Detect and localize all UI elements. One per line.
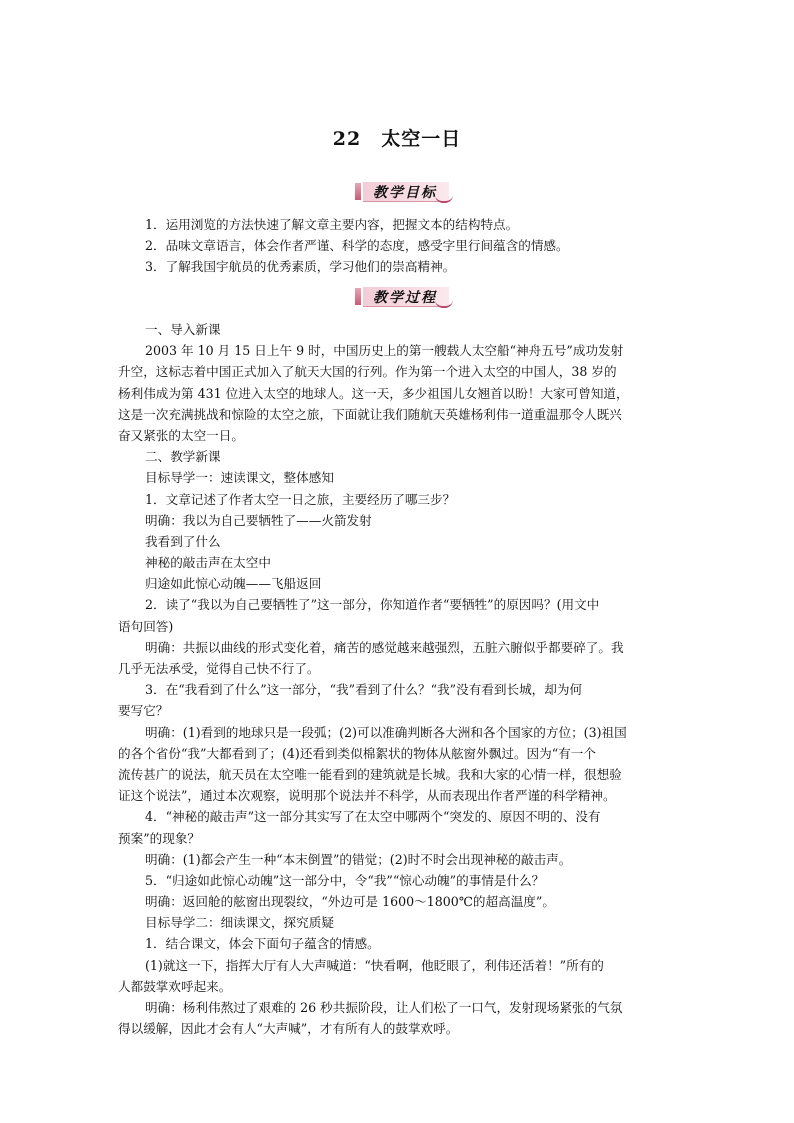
body-line: 要写它？: [118, 703, 169, 719]
body-line: 4．“神秘的敲击声”这一部分其实写了在太空中哪两个“突发的、原因不明的、没有: [145, 809, 601, 825]
body-line: 明确：共振以曲线的形式变化着，痛苦的感觉越来越强烈，五脏六腑似乎都要碎了。我: [145, 639, 624, 655]
objective-item: 2．品味文章语言，体会作者严谨、科学的态度，感受字里行间蕴含的情感。: [145, 238, 569, 254]
banner-accent: [355, 183, 361, 200]
body-line: 奋又紧张的太空一日。: [118, 427, 244, 443]
body-line: 明确：(1)看到的地球只是一段弧；(2)可以准确判断各大洲和各个国家的方位；(3)祖国: [145, 724, 627, 740]
banner-accent: [355, 288, 361, 305]
body-line: 我看到了什么: [145, 533, 221, 549]
body-line: 杨利伟成为第 431 位进入太空的地球人。这一天，多少祖国儿女翘首以盼！大家可曾知道，: [118, 385, 629, 401]
body-line: 3．在“我看到了什么”这一部分，“我”看到了什么？“我”没有看到长城，却为何: [145, 682, 583, 698]
body-line: 得以缓解，因此才会有人“大声喊”，才有所有人的鼓掌欢呼。: [118, 1021, 459, 1037]
objectives-banner: [355, 181, 453, 203]
body-line: 归途如此惊心动魄——飞船返回: [145, 576, 322, 592]
body-line: 2003 年 10 月 15 日上午 9 时，中国历史上的第一艘载人太空船“神舟五号”成功发射: [145, 343, 624, 359]
process-heading: 教学过程: [373, 290, 437, 306]
body-line: 几乎无法承受，觉得自己快不行了。: [118, 661, 320, 676]
body-line: 人都鼓掌欢呼起来。: [118, 978, 232, 994]
body-line: 明确：返回舱的舷窗出现裂纹，“外边可是 1600～1800℃的超高温度”。: [145, 894, 555, 910]
body-line: 这是一次充满挑战和惊险的太空之旅，下面就让我们随航天英雄杨利伟一道重温那令人既兴: [118, 406, 622, 422]
body-line: 1．结合课文，体会下面句子蕴含的情感。: [145, 936, 380, 952]
page-title: 22 太空一日: [332, 128, 462, 150]
body-line: 升空，这标志着中国正式加入了航天大国的行列。作为第一个进入太空的中国人，38 岁的: [118, 364, 617, 380]
body-line: 目标导学二：细读课文，探究质疑: [145, 915, 334, 931]
body-line: 明确：杨利伟熬过了艰难的 26 秒共振阶段，让人们松了一口气，发射现场紧张的气氛: [145, 1000, 623, 1015]
body-line: 流传甚广的说法，航天员在太空唯一能看到的建筑就是长城。我和大家的心情一样，很想验: [118, 766, 622, 782]
body-line: 二、教学新课: [145, 449, 221, 465]
body-line: 2．读了“我以为自己要牺牲了”这一部分，你知道作者“要牺牲”的原因吗？(用文中: [145, 597, 600, 613]
body-line: 目标导学一：速读课文，整体感知: [145, 470, 334, 486]
body-line: 明确：(1)都会产生一种“本末倒置”的错觉；(2)时不时会出现神秘的敲击声。: [145, 851, 572, 867]
body-line: 神秘的敲击声在太空中: [145, 555, 271, 571]
body-line: 的各个省份“我”大都看到了；(4)还看到类似棉絮状的物体从舷窗外飘过。因为“有一个: [118, 745, 596, 761]
body-line: 明确：我以为自己要牺牲了——火箭发射: [145, 512, 372, 528]
body-line: 1．文章记述了作者太空一日之旅，主要经历了哪三步？: [145, 491, 456, 507]
body-line: (1)就这一下，指挥大厅有人大声喊道：“快看啊，他眨眼了，利伟还活着！”所有的: [145, 957, 604, 973]
process-banner: [355, 286, 453, 308]
objective-item: 1．运用浏览的方法快速了解文章主要内容，把握文本的结构特点。: [145, 217, 519, 232]
body-line: 预案”的现象？: [118, 830, 201, 846]
body-line: 语句回答): [118, 618, 174, 634]
body-line: 5．“归途如此惊心动魄”这一部分中，令“我”“惊心动魄”的事情是什么？: [145, 872, 545, 888]
objective-item: 3．了解我国宇航员的优秀素质，学习他们的崇高精神。: [145, 259, 456, 275]
objectives-list: [118, 214, 676, 278]
objectives-heading: 教学目标: [373, 185, 437, 201]
process-body: [118, 319, 676, 1039]
body-line: 证这个说法”，通过本次观察，说明那个说法并不科学，从而表现出作者严谨的科学精神。: [118, 788, 616, 804]
body-line: 一、导入新课: [145, 322, 221, 337]
